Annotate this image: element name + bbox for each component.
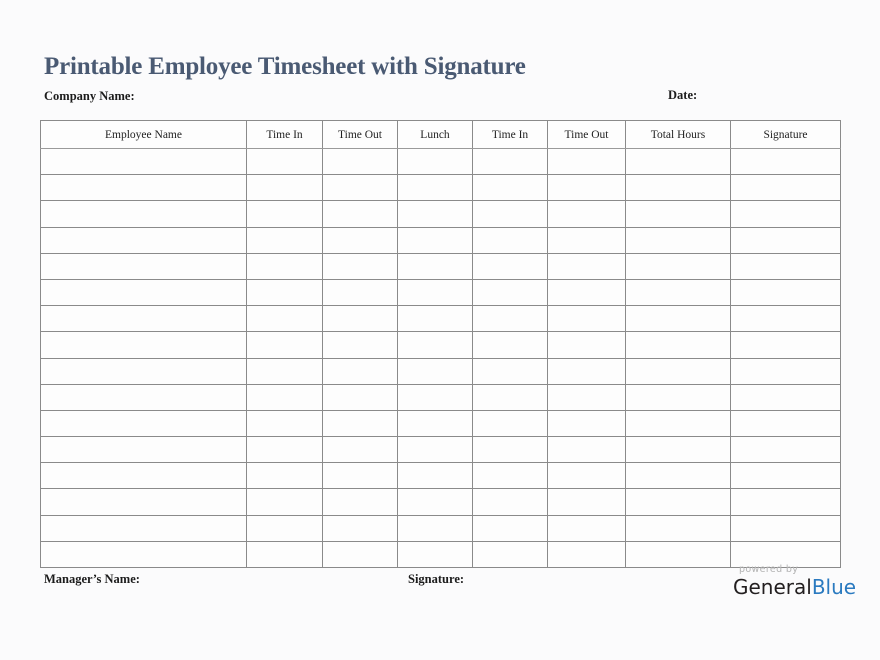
table-cell[interactable] xyxy=(247,279,323,305)
table-cell[interactable] xyxy=(548,437,626,463)
table-body xyxy=(41,149,841,568)
table-cell[interactable] xyxy=(323,253,398,279)
table-cell[interactable] xyxy=(323,175,398,201)
table-cell[interactable] xyxy=(626,253,731,279)
table-cell[interactable] xyxy=(626,227,731,253)
brand-wordmark-general: General xyxy=(733,575,812,599)
table-cell[interactable] xyxy=(473,201,548,227)
table-cell[interactable] xyxy=(473,410,548,436)
table-cell[interactable] xyxy=(41,358,247,384)
table-cell[interactable] xyxy=(731,149,841,175)
table-cell[interactable] xyxy=(731,410,841,436)
table-cell[interactable] xyxy=(731,201,841,227)
table-cell[interactable] xyxy=(626,463,731,489)
table-cell[interactable] xyxy=(41,437,247,463)
table-cell[interactable] xyxy=(548,489,626,515)
column-header-lunch: Lunch xyxy=(398,121,473,149)
table-cell[interactable] xyxy=(398,306,473,332)
table-cell[interactable] xyxy=(548,175,626,201)
table-cell[interactable] xyxy=(473,306,548,332)
table-cell[interactable] xyxy=(247,306,323,332)
brand-wordmark xyxy=(733,575,857,599)
table-cell[interactable] xyxy=(41,541,247,567)
table-cell[interactable] xyxy=(41,201,247,227)
table-cell[interactable] xyxy=(247,541,323,567)
table-cell[interactable] xyxy=(473,437,548,463)
table-cell[interactable] xyxy=(473,463,548,489)
table-cell[interactable] xyxy=(323,227,398,253)
table-cell[interactable] xyxy=(473,332,548,358)
table-cell[interactable] xyxy=(626,541,731,567)
table-cell[interactable] xyxy=(323,306,398,332)
table-cell[interactable] xyxy=(323,358,398,384)
table-cell[interactable] xyxy=(41,175,247,201)
table-cell[interactable] xyxy=(247,489,323,515)
column-header-time-out-2: Time Out xyxy=(548,121,626,149)
table-cell[interactable] xyxy=(731,437,841,463)
table-cell[interactable] xyxy=(323,489,398,515)
table-cell[interactable] xyxy=(626,332,731,358)
table-cell[interactable] xyxy=(548,253,626,279)
table-cell[interactable] xyxy=(247,437,323,463)
table-cell[interactable] xyxy=(548,201,626,227)
table-cell[interactable] xyxy=(41,279,247,305)
table-cell[interactable] xyxy=(626,515,731,541)
table-cell[interactable] xyxy=(548,306,626,332)
table-cell[interactable] xyxy=(398,437,473,463)
table-cell[interactable] xyxy=(548,515,626,541)
table-cell[interactable] xyxy=(398,358,473,384)
table-cell[interactable] xyxy=(548,384,626,410)
table-cell[interactable] xyxy=(323,149,398,175)
table-cell[interactable] xyxy=(398,515,473,541)
table-cell[interactable] xyxy=(473,489,548,515)
table-cell[interactable] xyxy=(247,149,323,175)
column-header-employee-name: Employee Name xyxy=(41,121,247,149)
table-cell[interactable] xyxy=(41,410,247,436)
table-cell[interactable] xyxy=(323,384,398,410)
table-cell[interactable] xyxy=(398,227,473,253)
table-cell[interactable] xyxy=(626,175,731,201)
table-cell[interactable] xyxy=(548,149,626,175)
table-cell[interactable] xyxy=(626,306,731,332)
table-row xyxy=(41,463,841,489)
table-cell[interactable] xyxy=(626,201,731,227)
page-title: Printable Employee Timesheet with Signature xyxy=(44,52,526,80)
table-cell[interactable] xyxy=(398,279,473,305)
table-cell[interactable] xyxy=(731,463,841,489)
table-row xyxy=(41,149,841,175)
table-cell[interactable] xyxy=(626,358,731,384)
table-cell[interactable] xyxy=(473,541,548,567)
table-cell[interactable] xyxy=(41,463,247,489)
table-cell[interactable] xyxy=(473,279,548,305)
table-cell[interactable] xyxy=(41,515,247,541)
table-row xyxy=(41,332,841,358)
timesheet-table xyxy=(40,120,841,568)
table-cell[interactable] xyxy=(247,175,323,201)
table-cell[interactable] xyxy=(323,515,398,541)
table-cell[interactable] xyxy=(731,253,841,279)
table-row xyxy=(41,541,841,567)
table-header-row xyxy=(41,121,841,149)
column-header-total-hours: Total Hours xyxy=(626,121,731,149)
brand-logo xyxy=(733,564,857,599)
date-label: Date: xyxy=(668,88,698,102)
table-cell[interactable] xyxy=(247,332,323,358)
table-cell[interactable] xyxy=(731,227,841,253)
table-cell[interactable] xyxy=(548,463,626,489)
table-cell[interactable] xyxy=(398,201,473,227)
table-cell[interactable] xyxy=(398,384,473,410)
table-row xyxy=(41,175,841,201)
brand-powered-by-text: powered by xyxy=(739,564,799,575)
table-cell[interactable] xyxy=(247,358,323,384)
table-header xyxy=(41,121,841,149)
table-cell[interactable] xyxy=(548,541,626,567)
table-row xyxy=(41,279,841,305)
table-row xyxy=(41,515,841,541)
column-header-time-in-1: Time In xyxy=(247,121,323,149)
table-cell[interactable] xyxy=(41,384,247,410)
table-cell[interactable] xyxy=(626,437,731,463)
table-cell[interactable] xyxy=(548,227,626,253)
table-cell[interactable] xyxy=(323,541,398,567)
table-cell[interactable] xyxy=(731,279,841,305)
table-cell[interactable] xyxy=(398,332,473,358)
table-cell[interactable] xyxy=(548,410,626,436)
table-cell[interactable] xyxy=(323,201,398,227)
table-cell[interactable] xyxy=(41,332,247,358)
table-cell[interactable] xyxy=(323,463,398,489)
table-row xyxy=(41,384,841,410)
table-cell[interactable] xyxy=(247,410,323,436)
column-header-signature: Signature xyxy=(731,121,841,149)
table-cell[interactable] xyxy=(398,489,473,515)
table-cell[interactable] xyxy=(41,489,247,515)
table-cell[interactable] xyxy=(41,306,247,332)
table-cell[interactable] xyxy=(731,358,841,384)
table-row xyxy=(41,489,841,515)
table-cell[interactable] xyxy=(731,489,841,515)
table-cell[interactable] xyxy=(731,306,841,332)
table-row xyxy=(41,410,841,436)
table-cell[interactable] xyxy=(247,253,323,279)
table-cell[interactable] xyxy=(548,358,626,384)
table-cell[interactable] xyxy=(473,227,548,253)
table-cell[interactable] xyxy=(247,384,323,410)
table-cell[interactable] xyxy=(626,410,731,436)
table-cell[interactable] xyxy=(626,384,731,410)
table-cell[interactable] xyxy=(323,332,398,358)
table-cell[interactable] xyxy=(41,149,247,175)
manager-signature-label: Signature: xyxy=(408,572,465,586)
table-cell[interactable] xyxy=(247,463,323,489)
table-cell[interactable] xyxy=(731,384,841,410)
table-cell[interactable] xyxy=(473,175,548,201)
table-cell[interactable] xyxy=(247,201,323,227)
table-cell[interactable] xyxy=(473,149,548,175)
table-cell[interactable] xyxy=(548,279,626,305)
table-cell[interactable] xyxy=(323,410,398,436)
table-cell[interactable] xyxy=(247,515,323,541)
table-cell[interactable] xyxy=(731,175,841,201)
table-row xyxy=(41,437,841,463)
table-cell[interactable] xyxy=(731,332,841,358)
table-cell[interactable] xyxy=(398,463,473,489)
table-cell[interactable] xyxy=(473,384,548,410)
table-cell[interactable] xyxy=(626,489,731,515)
table-row xyxy=(41,201,841,227)
column-header-time-in-2: Time In xyxy=(473,121,548,149)
table-cell[interactable] xyxy=(626,149,731,175)
table-cell[interactable] xyxy=(626,279,731,305)
table-cell[interactable] xyxy=(473,515,548,541)
table-cell[interactable] xyxy=(41,253,247,279)
table-row xyxy=(41,358,841,384)
table-cell[interactable] xyxy=(473,253,548,279)
table-cell[interactable] xyxy=(473,358,548,384)
manager-name-label: Manager’s Name: xyxy=(44,572,140,586)
table-cell[interactable] xyxy=(731,515,841,541)
table-cell[interactable] xyxy=(323,437,398,463)
table-cell[interactable] xyxy=(398,541,473,567)
table-row xyxy=(41,306,841,332)
table-cell[interactable] xyxy=(41,227,247,253)
table-cell[interactable] xyxy=(398,149,473,175)
brand-wordmark-blue: Blue xyxy=(811,575,857,599)
column-header-time-out-1: Time Out xyxy=(323,121,398,149)
table-row xyxy=(41,227,841,253)
table-cell[interactable] xyxy=(398,410,473,436)
table-cell[interactable] xyxy=(548,332,626,358)
table-row xyxy=(41,253,841,279)
table-cell[interactable] xyxy=(398,253,473,279)
table-cell[interactable] xyxy=(398,175,473,201)
table-cell[interactable] xyxy=(247,227,323,253)
table-cell[interactable] xyxy=(323,279,398,305)
company-name-label: Company Name: xyxy=(44,89,135,103)
